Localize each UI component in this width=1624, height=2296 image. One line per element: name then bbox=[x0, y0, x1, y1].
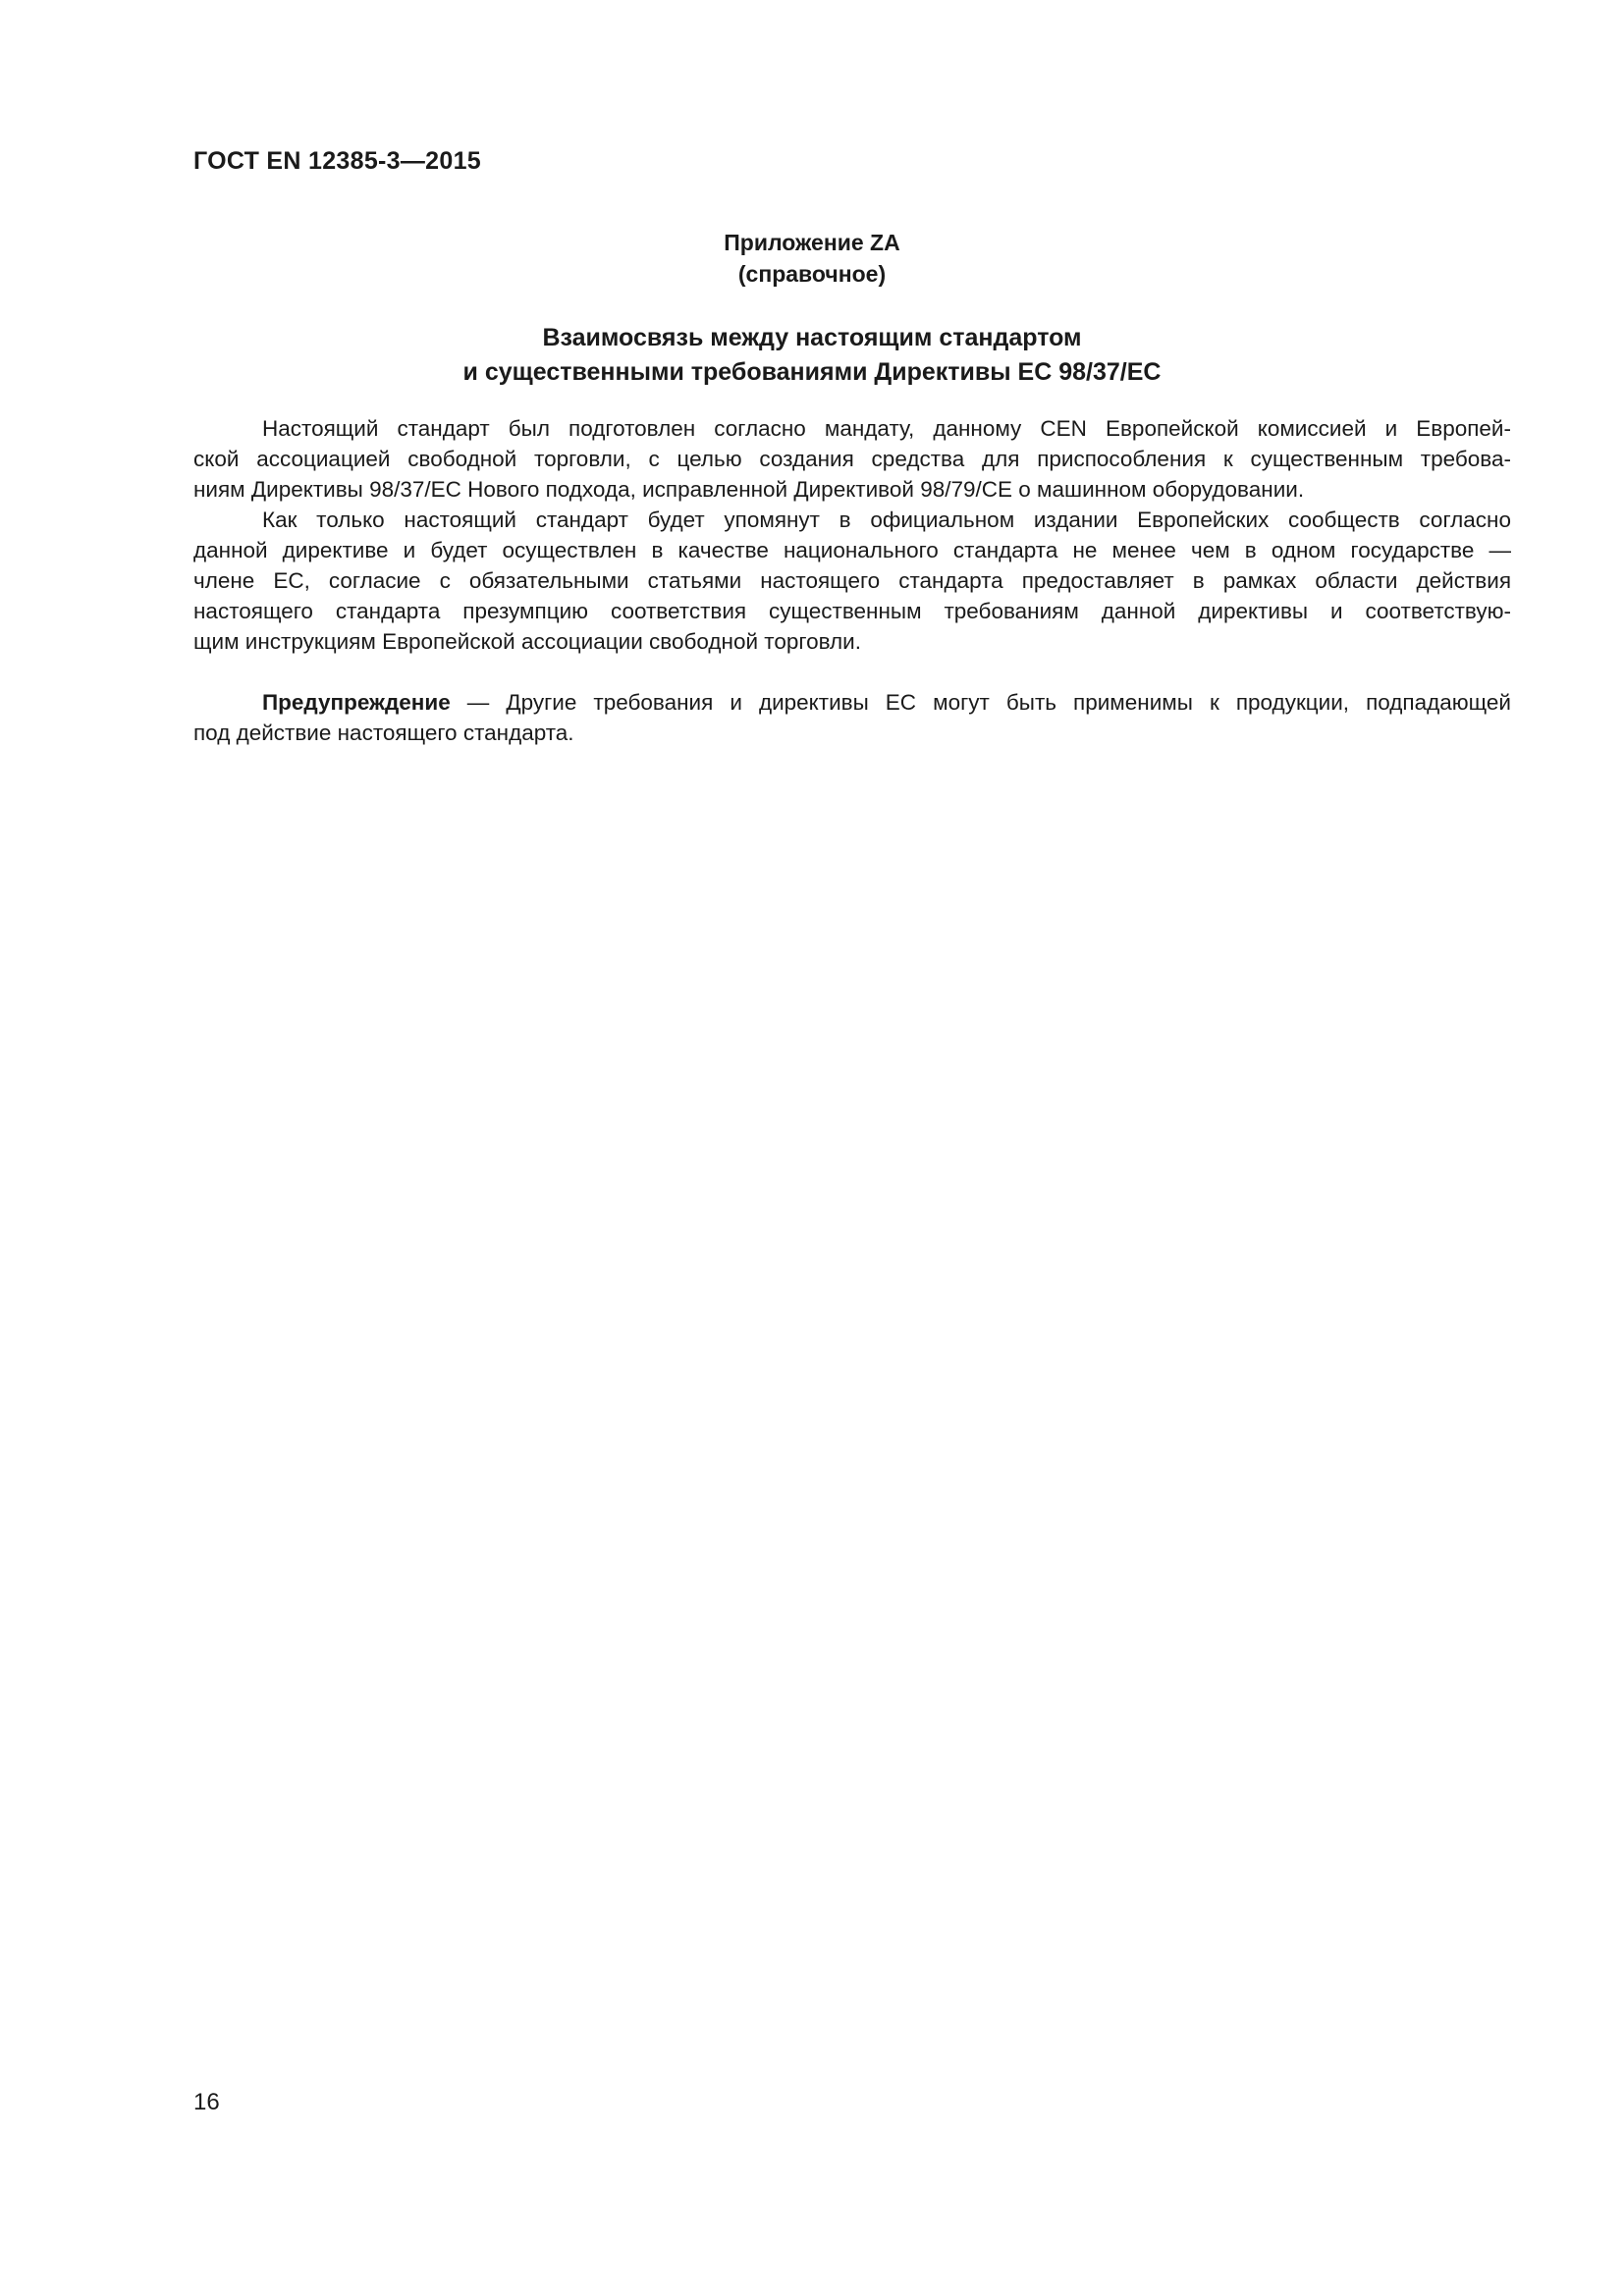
warning-text: — Другие требования и директивы ЕС могут быть применимы к продукции, подпадающей bbox=[450, 690, 1511, 715]
paragraph-line: ниям Директивы 98/37/ЕС Нового подхода, исправленной Директивой 98/79/СЕ о машинном оборудовании. bbox=[193, 477, 1305, 502]
paragraph-presumption bbox=[193, 505, 1511, 657]
annex-title-line-1: Взаимосвязь между настоящим стандартом bbox=[542, 324, 1082, 351]
warning-paragraph bbox=[193, 687, 1511, 748]
paragraph-mandate bbox=[193, 413, 1511, 505]
warning-label: Предупреждение bbox=[262, 690, 451, 715]
paragraph-line: Как только настоящий стандарт будет упомянут в официальном издании Европейских сообществ согласно bbox=[262, 507, 1511, 532]
warning-line bbox=[193, 687, 1511, 718]
body-text bbox=[193, 413, 1511, 748]
annex-status: (справочное) bbox=[737, 261, 887, 287]
paragraph-line: щим инструкциям Европейской ассоциации свободной торговли. bbox=[193, 629, 861, 654]
paragraph-line: Настоящий стандарт был подготовлен согласно мандату, данному CEN Европейской комиссией и Европей- bbox=[262, 416, 1511, 441]
paragraph-line: данной директиве и будет осуществлен в качестве национального стандарта не менее чем в одном государстве — bbox=[193, 538, 1511, 562]
annex-title-line-2: и существенными требованиями Директивы ЕС 98/37/ЕС bbox=[462, 358, 1162, 386]
paragraph-line: настоящего стандарта презумпцию соответствия существенным требованиям данной директивы и соответствую- bbox=[193, 599, 1511, 623]
document-code: ГОСТ EN 12385-3—2015 bbox=[193, 147, 481, 175]
paragraph-line: ской ассоциацией свободной торговли, с целью создания средства для приспособления к существенным требова- bbox=[193, 447, 1511, 471]
annex-heading bbox=[0, 227, 1624, 290]
page-number: 16 bbox=[193, 2089, 220, 2115]
annex-label: Приложение ZA bbox=[724, 230, 900, 255]
paragraph-line: члене ЕС, согласие с обязательными статьями настоящего стандарта предоставляет в рамках области действия bbox=[193, 568, 1511, 593]
warning-line: под действие настоящего стандарта. bbox=[193, 721, 574, 745]
annex-title bbox=[0, 321, 1624, 390]
